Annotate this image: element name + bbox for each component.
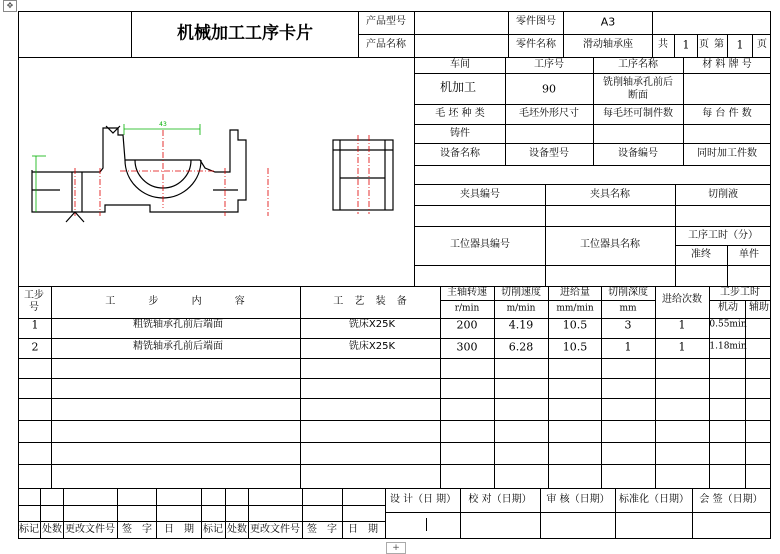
speed-header: 切削速度 (501, 287, 541, 298)
step-no-header: 工步号 (24, 290, 44, 313)
part-name-label: 零件名称 (516, 39, 556, 50)
equip-name-label: 设备名称 (440, 148, 480, 159)
time-header: 工步工时 (720, 287, 760, 298)
workshop-label: 车间 (450, 59, 470, 70)
feed-value[interactable]: 10.5 (562, 318, 588, 332)
mark-label-1: 标记 (19, 524, 39, 535)
equipment-header: 工 艺 装 备 (333, 296, 407, 307)
passes-header: 进给次数 (662, 294, 702, 305)
countersign-label: 会 签（日期） (699, 494, 763, 505)
add-row-icon[interactable]: + (386, 542, 406, 554)
step-content-header: 工 步 内 容 (105, 296, 245, 307)
speed-unit: m/min (506, 303, 536, 314)
change-doc-label-1: 更改文件号 (65, 524, 115, 535)
page-label: 页 (699, 39, 709, 50)
total-pages-value[interactable]: 1 (682, 38, 690, 52)
depth-value[interactable]: 3 (624, 318, 632, 332)
depth-header: 切削深度 (608, 287, 648, 298)
product-name-label: 产品名称 (366, 39, 406, 50)
page-title: 机械加工工序卡片 (177, 23, 313, 44)
check-label: 校 对（日期） (468, 494, 532, 505)
feed-header: 进给量 (560, 287, 590, 298)
current-label: 第 (714, 39, 724, 50)
feed-value[interactable]: 10.5 (562, 340, 588, 354)
current-page-value[interactable]: 1 (736, 38, 744, 52)
step-equipment[interactable]: 铣床X25K (348, 319, 396, 330)
dimension-label: 43 (159, 121, 167, 128)
passes-value[interactable]: 1 (678, 340, 686, 354)
op-no-label: 工序号 (534, 59, 564, 70)
fixture-name-label: 夹具名称 (590, 189, 630, 200)
workshop-value[interactable]: 机加工 (439, 80, 477, 94)
unit-time-label: 单件 (739, 249, 759, 260)
station-tool-no-label: 工位器具编号 (450, 239, 510, 250)
spindle-header: 主轴转速 (447, 287, 487, 298)
page-label-2: 页 (757, 39, 767, 50)
blank-count-label: 每毛坯可制件数 (603, 108, 673, 119)
simultaneous-label: 同时加工件数 (697, 148, 757, 159)
total-label: 共 (658, 39, 668, 50)
step-equipment[interactable]: 铣床X25K (348, 341, 396, 352)
speed-value[interactable]: 6.28 (508, 340, 534, 354)
equip-model-label: 设备型号 (529, 148, 569, 159)
part-drawing-side-view (333, 135, 393, 214)
blank-size-label: 毛坯外形尺寸 (519, 108, 579, 119)
part-drawing-value[interactable]: A3 (600, 15, 616, 29)
signature-label-2: 签 字 (307, 524, 337, 535)
spindle-value[interactable]: 200 (456, 318, 478, 332)
depth-unit: mm (619, 303, 637, 314)
station-tool-name-label: 工位器具名称 (580, 239, 640, 250)
part-drawing-label: 零件图号 (516, 16, 556, 27)
spindle-unit: r/min (454, 303, 480, 314)
fixture-no-label: 夹具编号 (460, 189, 500, 200)
op-time-label: 工序工时（分） (688, 230, 758, 241)
blank-type-label: 毛 坯 种 类 (435, 108, 485, 119)
review-label: 审 核（日期） (546, 494, 610, 505)
op-no-value[interactable]: 90 (542, 82, 556, 96)
standardization-label: 标准化（日期） (619, 494, 689, 505)
design-label: 设 计（日 期） (389, 494, 457, 505)
depth-value[interactable]: 1 (624, 340, 632, 354)
move-handle-icon[interactable]: ✥ (3, 0, 17, 12)
passes-value[interactable]: 1 (678, 318, 686, 332)
material-label: 材 料 牌 号 (702, 59, 752, 70)
change-doc-label-2: 更改文件号 (250, 524, 300, 535)
step-no[interactable]: 2 (31, 340, 39, 354)
count-label-2: 处数 (227, 524, 247, 535)
machine-time-value[interactable]: 1.18min (709, 341, 747, 352)
text-cursor (426, 518, 427, 531)
mark-label-2: 标记 (203, 524, 223, 535)
per-unit-label: 每 台 件 数 (702, 108, 752, 119)
equip-no-label: 设备编号 (618, 148, 658, 159)
machine-time-header: 机动 (718, 302, 738, 313)
prep-time-label: 准终 (691, 249, 711, 260)
count-label-1: 处数 (42, 524, 62, 535)
blank-type-value[interactable]: 铸件 (450, 128, 470, 139)
aux-time-header: 辅助 (749, 302, 769, 313)
machine-time-value[interactable]: 0.55min (709, 319, 747, 330)
product-model-label: 产品型号 (366, 16, 406, 27)
step-content[interactable]: 粗铣轴承孔前后端面 (133, 319, 223, 330)
part-drawing-front-view (32, 121, 268, 222)
step-content[interactable]: 精铣轴承孔前后端面 (133, 341, 223, 352)
date-label-2: 日 期 (348, 524, 378, 535)
signature-label-1: 签 字 (122, 524, 152, 535)
feed-unit: mm/min (556, 303, 594, 314)
speed-value[interactable]: 4.19 (508, 318, 534, 332)
part-name-value[interactable]: 滑动轴承座 (583, 39, 633, 50)
op-name-label: 工序名称 (618, 59, 658, 70)
spindle-value[interactable]: 300 (456, 340, 478, 354)
coolant-label: 切削液 (708, 189, 738, 200)
op-name-value[interactable]: 铣削轴承孔前后断面 (603, 77, 673, 101)
step-no[interactable]: 1 (31, 318, 39, 332)
date-label-1: 日 期 (164, 524, 194, 535)
